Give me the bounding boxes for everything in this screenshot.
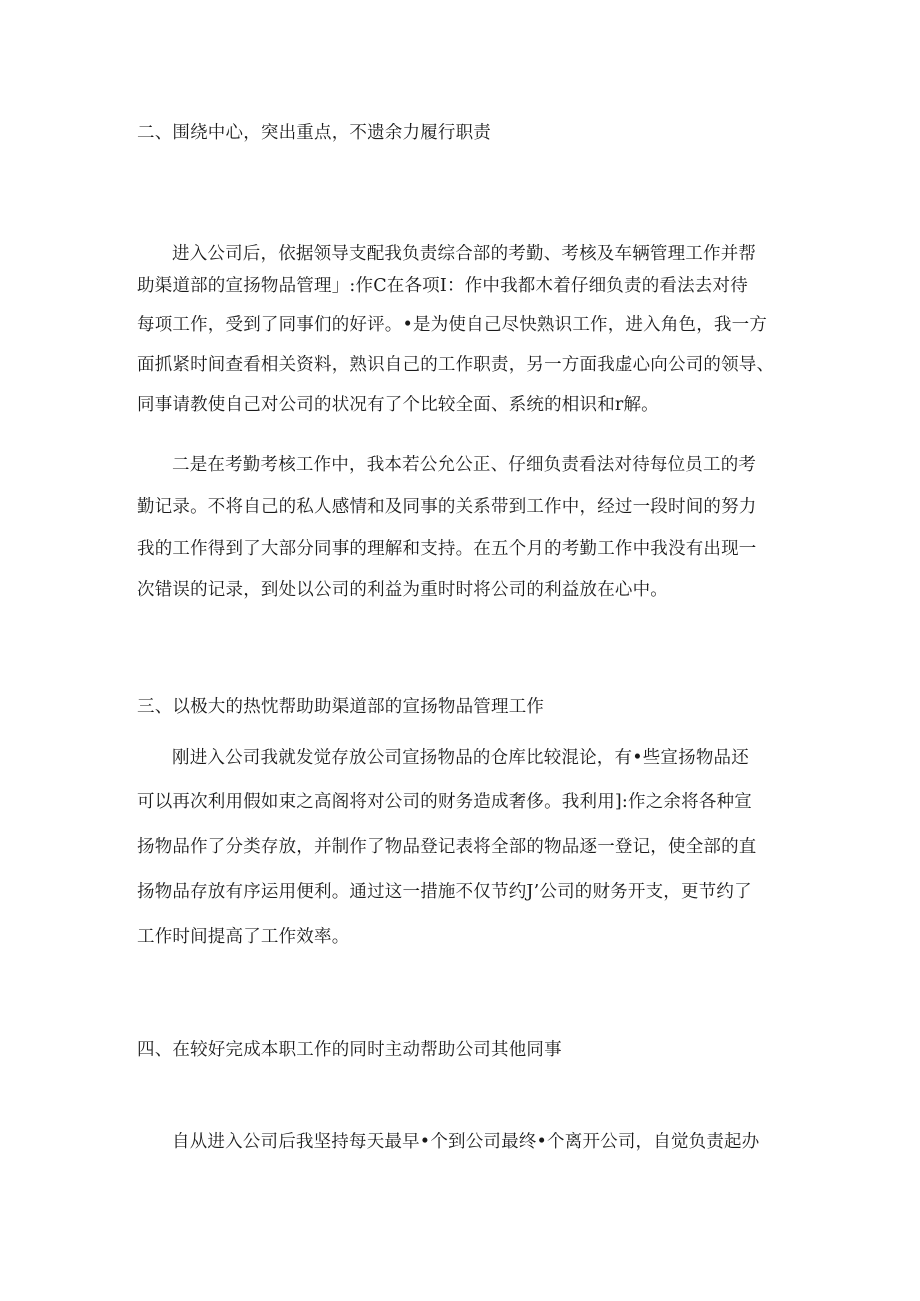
paragraph-line: 面抓紧时间查看相关资料，熟识自己的工作职责，另一方面我虚心向公司的领导、 xyxy=(137,355,775,375)
paragraph-line: 次错误的记录，到处以公司的利益为重时时将公司的利益放在心中。 xyxy=(137,580,668,600)
paragraph-line: 同事请教使自己对公司的状况有了个比较全面、系统的相识和r解。 xyxy=(137,395,659,415)
paragraph-line: 可以再次利用假如束之高阁将对公司的财务造成奢侈。我利用]:作之余将各种宣 xyxy=(137,792,752,812)
paragraph-line: 二是在考勤考核工作中，我本若公允公正、仔细负责看法对待每位员工的考 xyxy=(172,455,757,475)
paragraph-line: 助渠道部的宣扬物品管理」:作C在各项I：作中我都木着仔细负责的看法去对待 xyxy=(137,276,748,296)
paragraph-line: 我的工作得到了大部分同事的理解和支持。在五个月的考勤工作中我没有出现一 xyxy=(137,539,757,559)
paragraph-line: 每项工作，受到了同事们的好评。•是为使自己尽快熟识工作，进入角色，我一方 xyxy=(137,315,768,335)
section-heading-2: 二、围绕中心，突出重点，不遗余力履行职责 xyxy=(137,123,491,143)
paragraph-line: 扬物品存放有序运用便利。通过这一措施不仅节约J’公司的财务开支，更节约了 xyxy=(137,882,752,902)
paragraph-line: 进入公司后，依据领导支配我负责综合部的考勤、考核及车辆管理工作并帮 xyxy=(172,244,757,264)
section-heading-3: 三、以极大的热忱帮助助渠道部的宣扬物品管理工作 xyxy=(137,697,545,717)
paragraph-line: 刚进入公司我就发觉存放公司宣扬物品的仓库比较混论，有•些宣扬物品还 xyxy=(172,748,749,768)
paragraph-line: 自从进入公司后我坚持每天最早•个到公司最终•个离开公司，自觉负责起办 xyxy=(172,1132,760,1152)
paragraph-line: 扬物品作了分类存放，并制作了物品登记表将全部的物品逐一登记，使全部的直 xyxy=(137,837,757,857)
paragraph-line: 工作时间提高了工作效率。 xyxy=(137,927,350,947)
paragraph-line: 勤记录。不将自己的私人感情和及同事的关系带到工作中，经过一段时间的努力 xyxy=(137,497,757,517)
section-heading-4: 四、在较好完成本职工作的同时主动帮助公司其他同事 xyxy=(137,1040,562,1060)
